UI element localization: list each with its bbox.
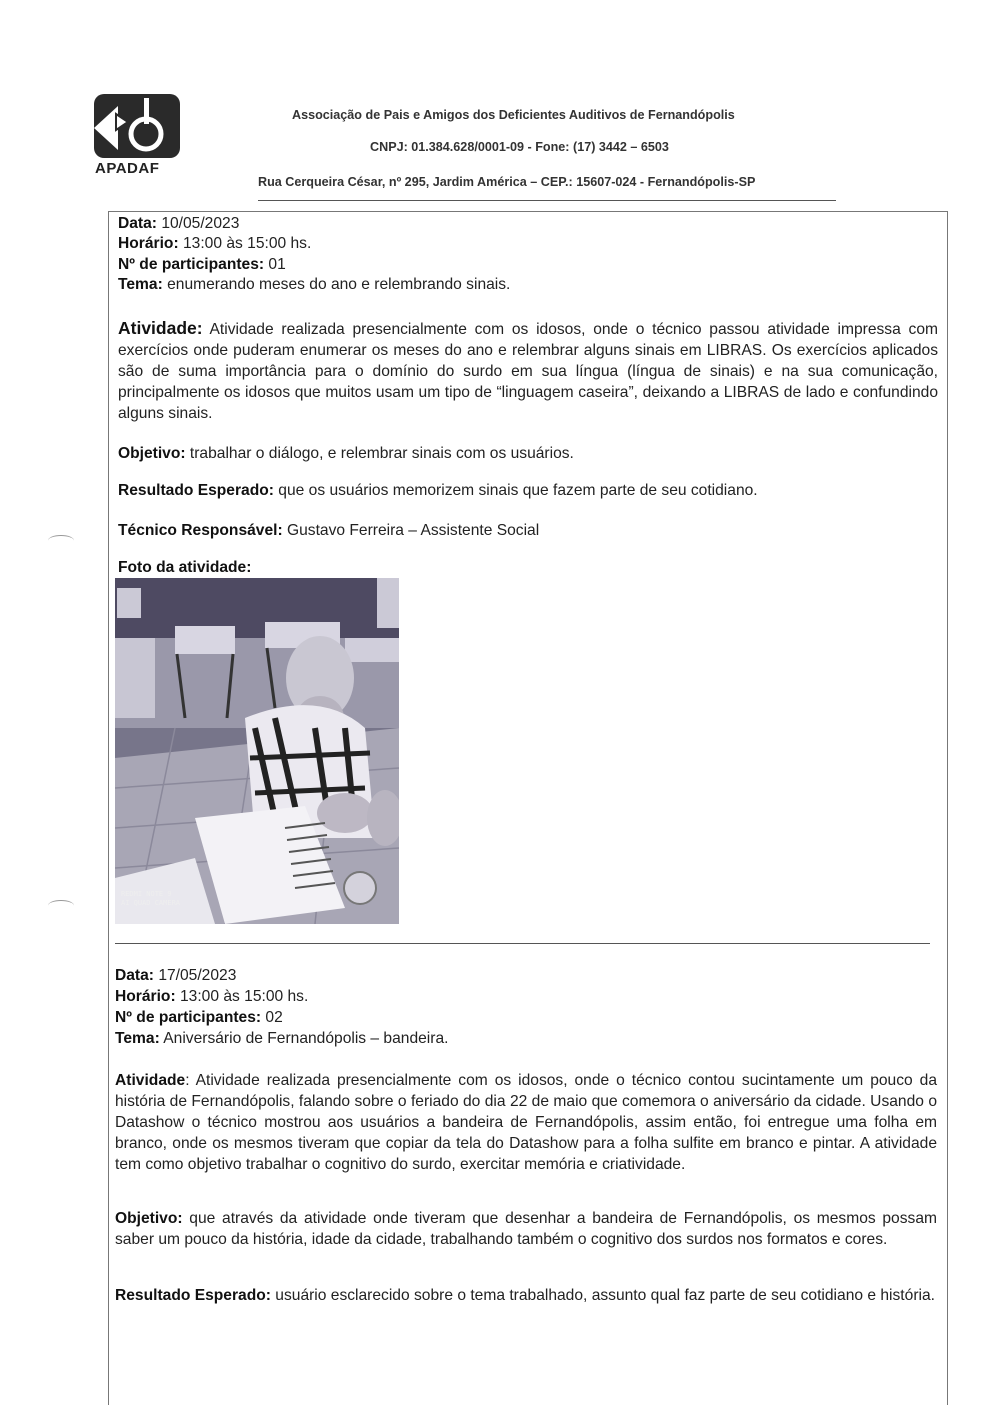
- entry1-participants: Nº de participantes: 01: [118, 256, 286, 273]
- org-name: Associação de Pais e Amigos dos Deficientes Auditivos de Fernandópolis: [292, 108, 735, 122]
- header-divider: [258, 200, 836, 201]
- entry1-objective: Objetivo: trabalhar o diálogo, e relembrar sinais com os usuários.: [118, 445, 574, 462]
- entry1-theme: Tema: enumerando meses do ano e relembrando sinais.: [118, 276, 511, 293]
- photo-camera-watermark: REDMI NOTE 9 AI QUAD CAMERA: [121, 890, 181, 907]
- cnpj-phone-line: CNPJ: 01.384.628/0001-09 - Fone: (17) 3442 – 6503: [370, 140, 669, 154]
- entry1-technician: Técnico Responsável: Gustavo Ferreira – Assistente Social: [118, 522, 540, 539]
- punch-hole-mark: [48, 535, 74, 546]
- entry2-objective: Objetivo: que através da atividade onde tiveram que desenhar a bandeira de Fernandópolis, os mesmos possam saber um pouco da história, idade da cidade, trabalhando também o cognitivo dos surdos nos formatos e cores.: [115, 1210, 937, 1248]
- entry2-time: Horário: 13:00 às 15:00 hs.: [115, 988, 309, 1005]
- entry2-expected-result: Resultado Esperado: usuário esclarecido sobre o tema trabalhado, assunto qual faz parte de seu cotidiano e história.: [115, 1287, 935, 1304]
- entry1-photo-label: Foto da atividade:: [118, 559, 252, 576]
- entry2-activity: Atividade: Atividade realizada presencialmente com os idosos, onde o técnico contou sucintamente um pouco da história de Fernandópolis, falando sobre o feriado do dia 22 de maio que comemora o aniversário da cidade. Usando o Datashow o técnico mostrou aos usuários a bandeira de Fernandópolis, assim então, foi entregue uma folha em branco, onde os mesmos tiveram que copiar da tela do Datashow para a folha sulfite em branco e pintar. A atividade tem como objetivo trabalhar o cognitivo do surdo, exercitar memória e criatividade.: [115, 1072, 937, 1173]
- entry-separator: [115, 943, 930, 944]
- entry1-time: Horário: 13:00 às 15:00 hs.: [118, 235, 312, 252]
- entry2-date: Data: 17/05/2023: [115, 967, 237, 984]
- logo-wordmark: APADAF: [95, 160, 160, 177]
- entry1-activity: Atividade: Atividade realizada presencialmente com os idosos, onde o técnico passou atividade impressa com exercícios onde puderam enumerar os meses do ano e relembrar alguns sinais em LIBRAS. Os exercícios aplicados são de suma importância para o domínio do surdo em sua língua (língua de sinais) e na sua comunicação, principalmente os idosos que muitos usam um tipo de “linguagem caseira”, deixando a LIBRAS de lado e confundindo alguns sinais.: [118, 318, 938, 422]
- address-line: Rua Cerqueira César, nº 295, Jardim América – CEP.: 15607-024 - Fernandópolis-SP: [258, 175, 756, 189]
- activity-photo: [115, 578, 399, 924]
- entry2-participants: Nº de participantes: 02: [115, 1009, 283, 1026]
- entry1-date: Data: 10/05/2023: [118, 215, 240, 232]
- entry2-theme: Tema: Aniversário de Fernandópolis – bandeira.: [115, 1030, 449, 1047]
- punch-hole-mark: [48, 900, 74, 911]
- entry1-expected-result: Resultado Esperado: que os usuários memorizem sinais que fazem parte de seu cotidiano.: [118, 482, 758, 499]
